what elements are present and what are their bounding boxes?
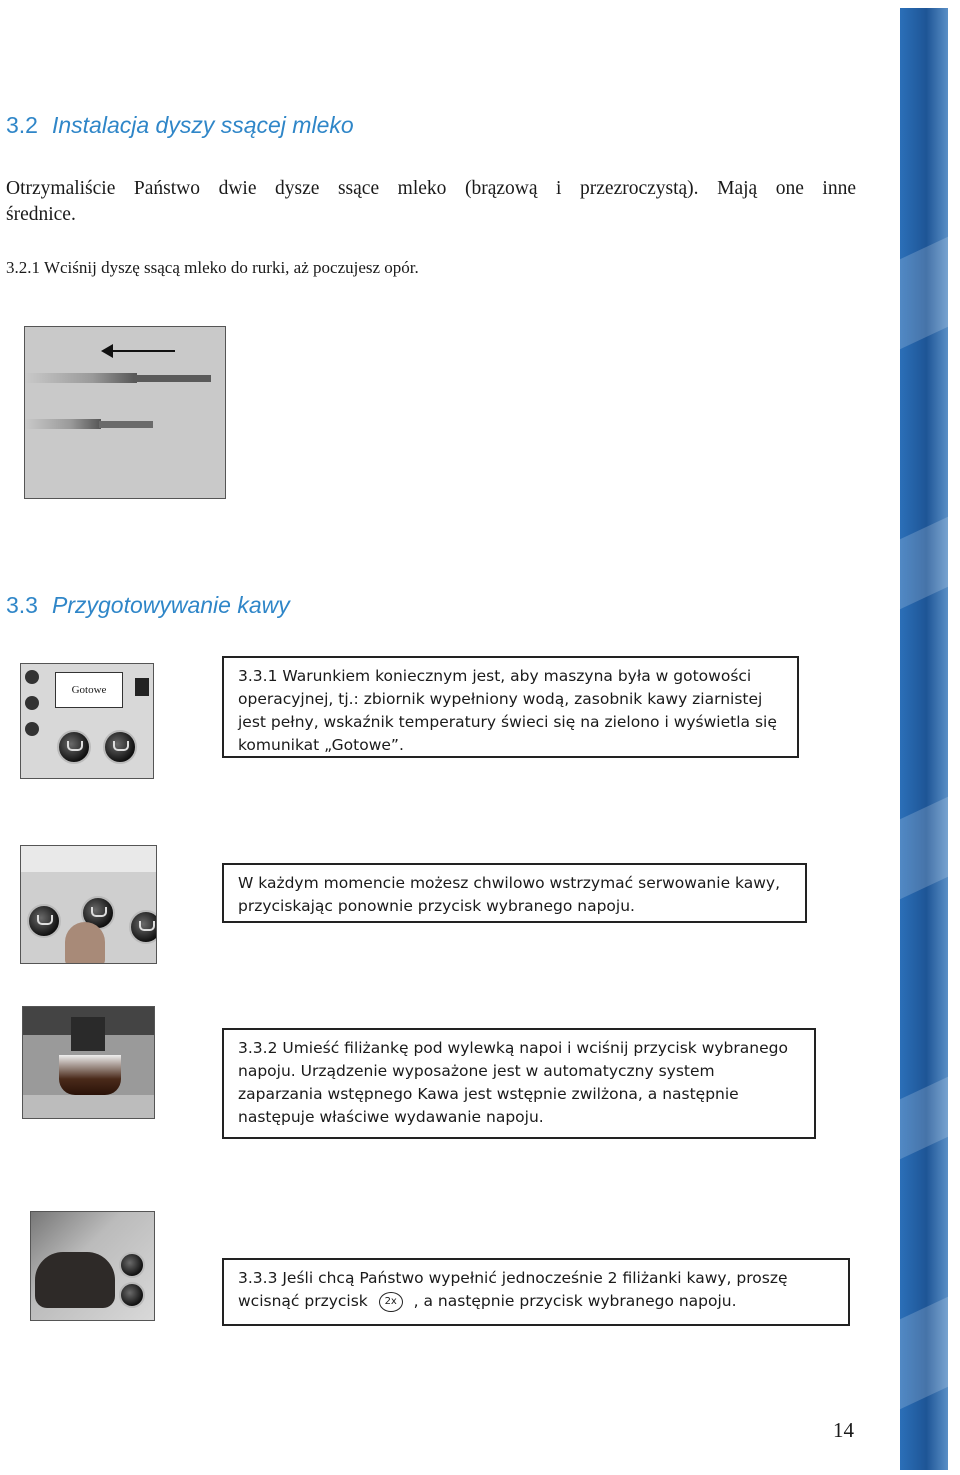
intro-line-2: średnice. <box>6 204 76 225</box>
box-text: 3.3.3 Jeśli chcą Państwo wypełnić jednocześnie 2 filiżanki kawy, proszę wcisnąć przycisk <box>238 1269 788 1310</box>
icon-label: 2x <box>384 1296 397 1307</box>
two-cups-button-icon <box>379 1292 403 1312</box>
section-title: Przygotowywanie kawy <box>51 592 290 618</box>
hand <box>35 1252 115 1308</box>
intro-paragraph <box>6 178 856 226</box>
spout <box>71 1017 105 1051</box>
menu-button-icon <box>25 722 39 736</box>
nozzle-illustration <box>25 327 225 498</box>
section-title: Instalacja dyszy ssącej mleko <box>51 112 354 138</box>
display-screen <box>55 672 123 708</box>
control-panel-photo <box>20 663 154 779</box>
nozzle-photo <box>24 326 226 499</box>
info-box-3-3-3 <box>222 1258 850 1326</box>
box-text: W każdym momencie możesz chwilowo wstrzymać serwowanie kawy, przyciskając ponownie przycisk wybranego napoju. <box>238 874 781 915</box>
decorative-sidebar <box>900 8 948 1470</box>
coffee-button-icon <box>57 730 91 764</box>
page-number: 14 <box>833 1418 854 1442</box>
cup-under-spout-photo <box>22 1006 155 1119</box>
two-cups-photo <box>30 1211 155 1321</box>
section-heading-3-3 <box>6 592 290 619</box>
section-heading-3-2 <box>6 112 354 139</box>
section-number: 3.3 <box>6 592 38 618</box>
box-text: 3.3.2 Umieść filiżankę pod wylewką napoi i wciśnij przycisk wybranego napoju. Urządzenie wyposażone jest w automatyczny system zaparzania wstępnego Kawa jest wstępnie zwilżona, a następnie następuje właściwe wydawanie napoju. <box>238 1039 788 1126</box>
info-box-3-3-1 <box>222 656 799 758</box>
info-box-pause <box>222 863 807 923</box>
coffee-button-icon <box>119 1282 145 1308</box>
section-number: 3.2 <box>6 112 38 138</box>
box-text: 3.3.1 Warunkiem koniecznym jest, aby maszyna była w gotowości operacyjnej, tj.: zbiornik wypełniony wodą, zasobnik kawy ziarnistej jest pełny, wskaźnik temperatury świeci się na zielono i wyświetla się komunikat „Gotowe”. <box>238 667 777 754</box>
drip-tray <box>23 1095 154 1118</box>
intro-text-1: Otrzymaliście Państwo dwie dysze ssące mleko (brązową i przezroczystą). Mają one inne <box>6 178 856 199</box>
box-text-end: , a następnie przycisk wybranego napoju. <box>413 1292 737 1310</box>
2x-button-icon <box>25 696 39 710</box>
panel-top <box>21 846 156 872</box>
coffee-button-icon <box>129 910 157 944</box>
finger <box>65 922 105 964</box>
coffee-button-icon <box>27 904 61 938</box>
coffee-button-icon <box>119 1252 145 1278</box>
info-box-3-3-2 <box>222 1028 816 1139</box>
intro-line-1 <box>6 178 856 200</box>
m-button-icon <box>25 670 39 684</box>
cup-symbol-icon <box>135 678 149 696</box>
button-press-photo <box>20 845 157 964</box>
cup <box>59 1055 121 1095</box>
coffee-button-icon <box>103 730 137 764</box>
step-3-2-1: 3.2.1 Wciśnij dyszę ssącą mleko do rurki, aż poczujesz opór. <box>6 258 419 277</box>
display-label: Gotowe <box>71 684 107 696</box>
